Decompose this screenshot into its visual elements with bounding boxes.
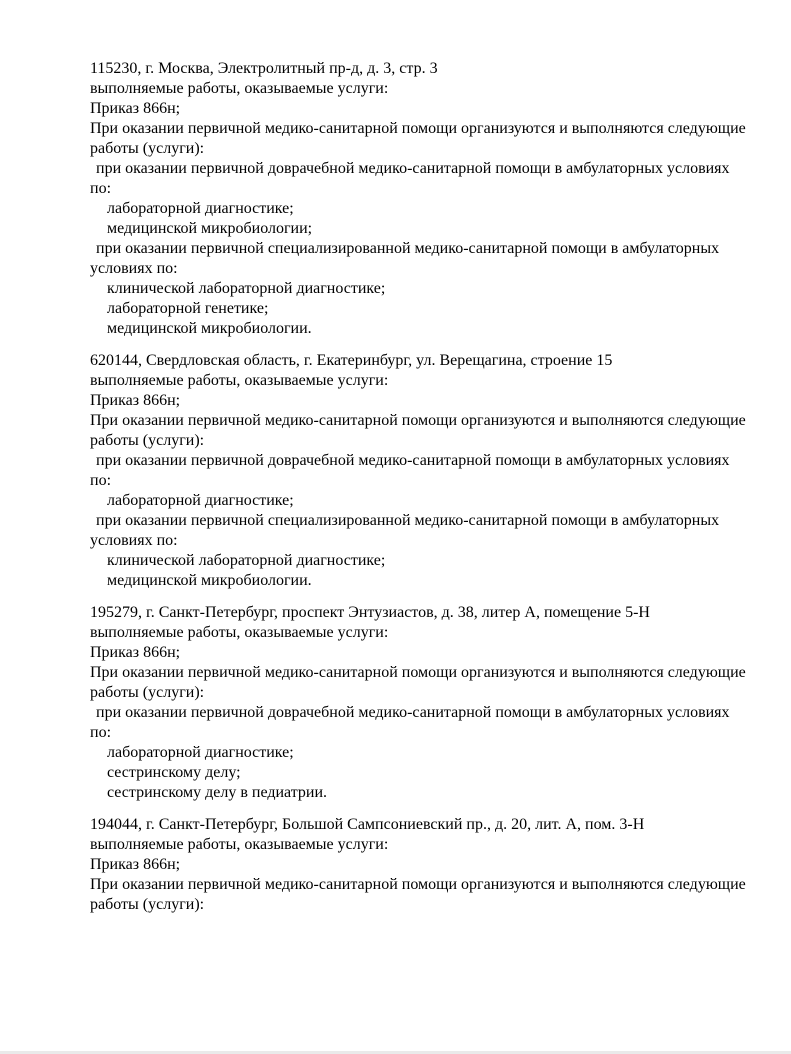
text-line: по: xyxy=(90,472,112,489)
text-line: лабораторной диагностике; xyxy=(107,744,294,761)
text-line: при оказании первичной специализированной медико-санитарной помощи в амбулаторных xyxy=(96,240,720,257)
text-line: лабораторной диагностике; xyxy=(107,200,294,217)
text-line: работы (услуги): xyxy=(90,140,205,157)
address-line: 194044, г. Санкт-Петербург, Большой Сампсониевский пр., д. 20, лит. А, пом. 3-Н xyxy=(90,816,645,833)
text-line: лабораторной генетике; xyxy=(107,300,269,317)
license-section xyxy=(90,351,751,591)
text-line: выполняемые работы, оказываемые услуги: xyxy=(90,624,389,641)
text-line: условиях по: xyxy=(90,532,178,549)
text-line: по: xyxy=(90,180,112,197)
text-line: при оказании первичной доврачебной медико-санитарной помощи в амбулаторных условиях xyxy=(96,452,730,469)
text-line: сестринскому делу; xyxy=(107,764,241,781)
text-line: при оказании первичной специализированной медико-санитарной помощи в амбулаторных xyxy=(96,512,720,529)
license-section xyxy=(90,59,751,339)
text-line: При оказании первичной медико-санитарной помощи организуются и выполняются следующие xyxy=(90,412,746,429)
text-line: Приказ 866н; xyxy=(90,856,181,873)
license-section xyxy=(90,815,751,915)
text-line: Приказ 866н; xyxy=(90,100,181,117)
text-line: выполняемые работы, оказываемые услуги: xyxy=(90,836,389,853)
text-line: по: xyxy=(90,724,112,741)
text-line: работы (услуги): xyxy=(90,896,205,913)
text-line: При оказании первичной медико-санитарной помощи организуются и выполняются следующие xyxy=(90,120,746,137)
text-line: работы (услуги): xyxy=(90,432,205,449)
address-line: 620144, Свердловская область, г. Екатеринбург, ул. Верещагина, строение 15 xyxy=(90,352,613,369)
address-line: 195279, г. Санкт-Петербург, проспект Энтузиастов, д. 38, литер А, помещение 5-Н xyxy=(90,604,650,621)
license-section xyxy=(90,603,751,803)
text-line: выполняемые работы, оказываемые услуги: xyxy=(90,372,389,389)
address-line: 115230, г. Москва, Электролитный пр-д, д. 3, стр. 3 xyxy=(90,60,438,77)
text-line: условиях по: xyxy=(90,260,178,277)
text-line: клинической лабораторной диагностике; xyxy=(107,552,386,569)
text-line: клинической лабораторной диагностике; xyxy=(107,280,386,297)
text-line: медицинской микробиологии. xyxy=(107,320,312,337)
text-line: при оказании первичной доврачебной медико-санитарной помощи в амбулаторных условиях xyxy=(96,704,730,721)
text-line: лабораторной диагностике; xyxy=(107,492,294,509)
text-line: Приказ 866н; xyxy=(90,644,181,661)
text-line: медицинской микробиологии; xyxy=(107,220,313,237)
text-line: работы (услуги): xyxy=(90,684,205,701)
text-line: медицинской микробиологии. xyxy=(107,572,312,589)
text-line: Приказ 866н; xyxy=(90,392,181,409)
text-line: При оказании первичной медико-санитарной помощи организуются и выполняются следующие xyxy=(90,876,746,893)
text-line: выполняемые работы, оказываемые услуги: xyxy=(90,80,389,97)
text-line: При оказании первичной медико-санитарной помощи организуются и выполняются следующие xyxy=(90,664,746,681)
text-line: при оказании первичной доврачебной медико-санитарной помощи в амбулаторных условиях xyxy=(96,160,730,177)
text-line: сестринскому делу в педиатрии. xyxy=(107,784,328,801)
